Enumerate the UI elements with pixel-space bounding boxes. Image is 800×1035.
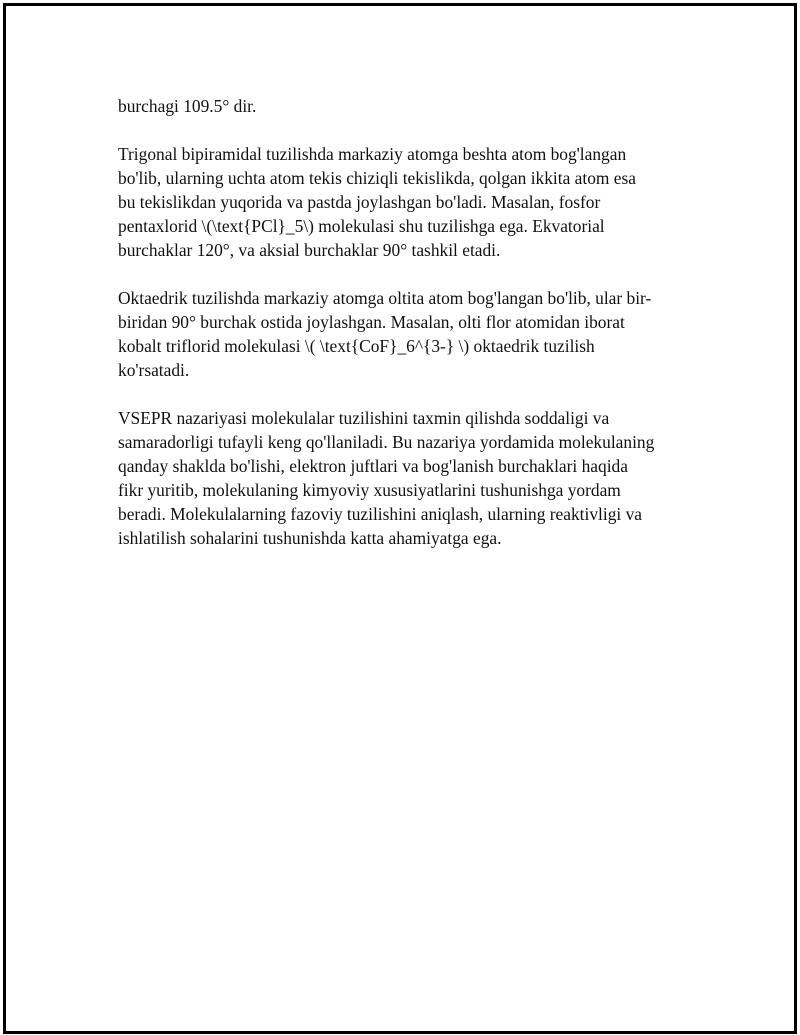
paragraph-trigonal-bipyramidal: Trigonal bipiramidal tuzilishda markaziy atomga beshta atom bog'langan bo'lib, ularning uchta atom tekis chiziqli tekislikda, qolgan ikkita atom esa bu tekislikdan yuqorida va pastda joylashgan bo'ladi. Masalan, fosfor pentaxlorid \(\text{PCl}_5\) molekulasi shu tuzilishga ega. Ekvatorial burchaklar 120°, va aksial burchaklar 90° tashkil etadi. bbox=[118, 144, 636, 260]
paragraph-vsepr: VSEPR nazariyasi molekulalar tuzilishini taxmin qilishda soddaligi va samaradorligi tufayli keng qo'llaniladi. Bu nazariya yordamida molekulaning qanday shaklda bo'lishi, elektron juftlari va bog'lanish burchaklari haqida fikr yuritib, molekulaning kimyoviy xususiyatlarini tushunishga yordam beradi. Molekulalarning fazoviy tuzilishini aniqlash, ularning reaktivligi va ishlatilish sohalarini tushunishda katta ahamiyatga ega. bbox=[118, 408, 655, 548]
paragraph-bond-angle: burchagi 109.5° dir. bbox=[118, 96, 257, 116]
document-body bbox=[118, 94, 690, 574]
paragraph-octahedral: Oktaedrik tuzilishda markaziy atomga oltita atom bog'langan bo'lib, ular bir- biridan 90° burchak ostida joylashgan. Masalan, olti flor atomidan iborat kobalt triflorid molekulasi \( \text{CoF}_6^{3-} \) oktaedrik tuzilish ko'rsatadi. bbox=[118, 288, 652, 380]
